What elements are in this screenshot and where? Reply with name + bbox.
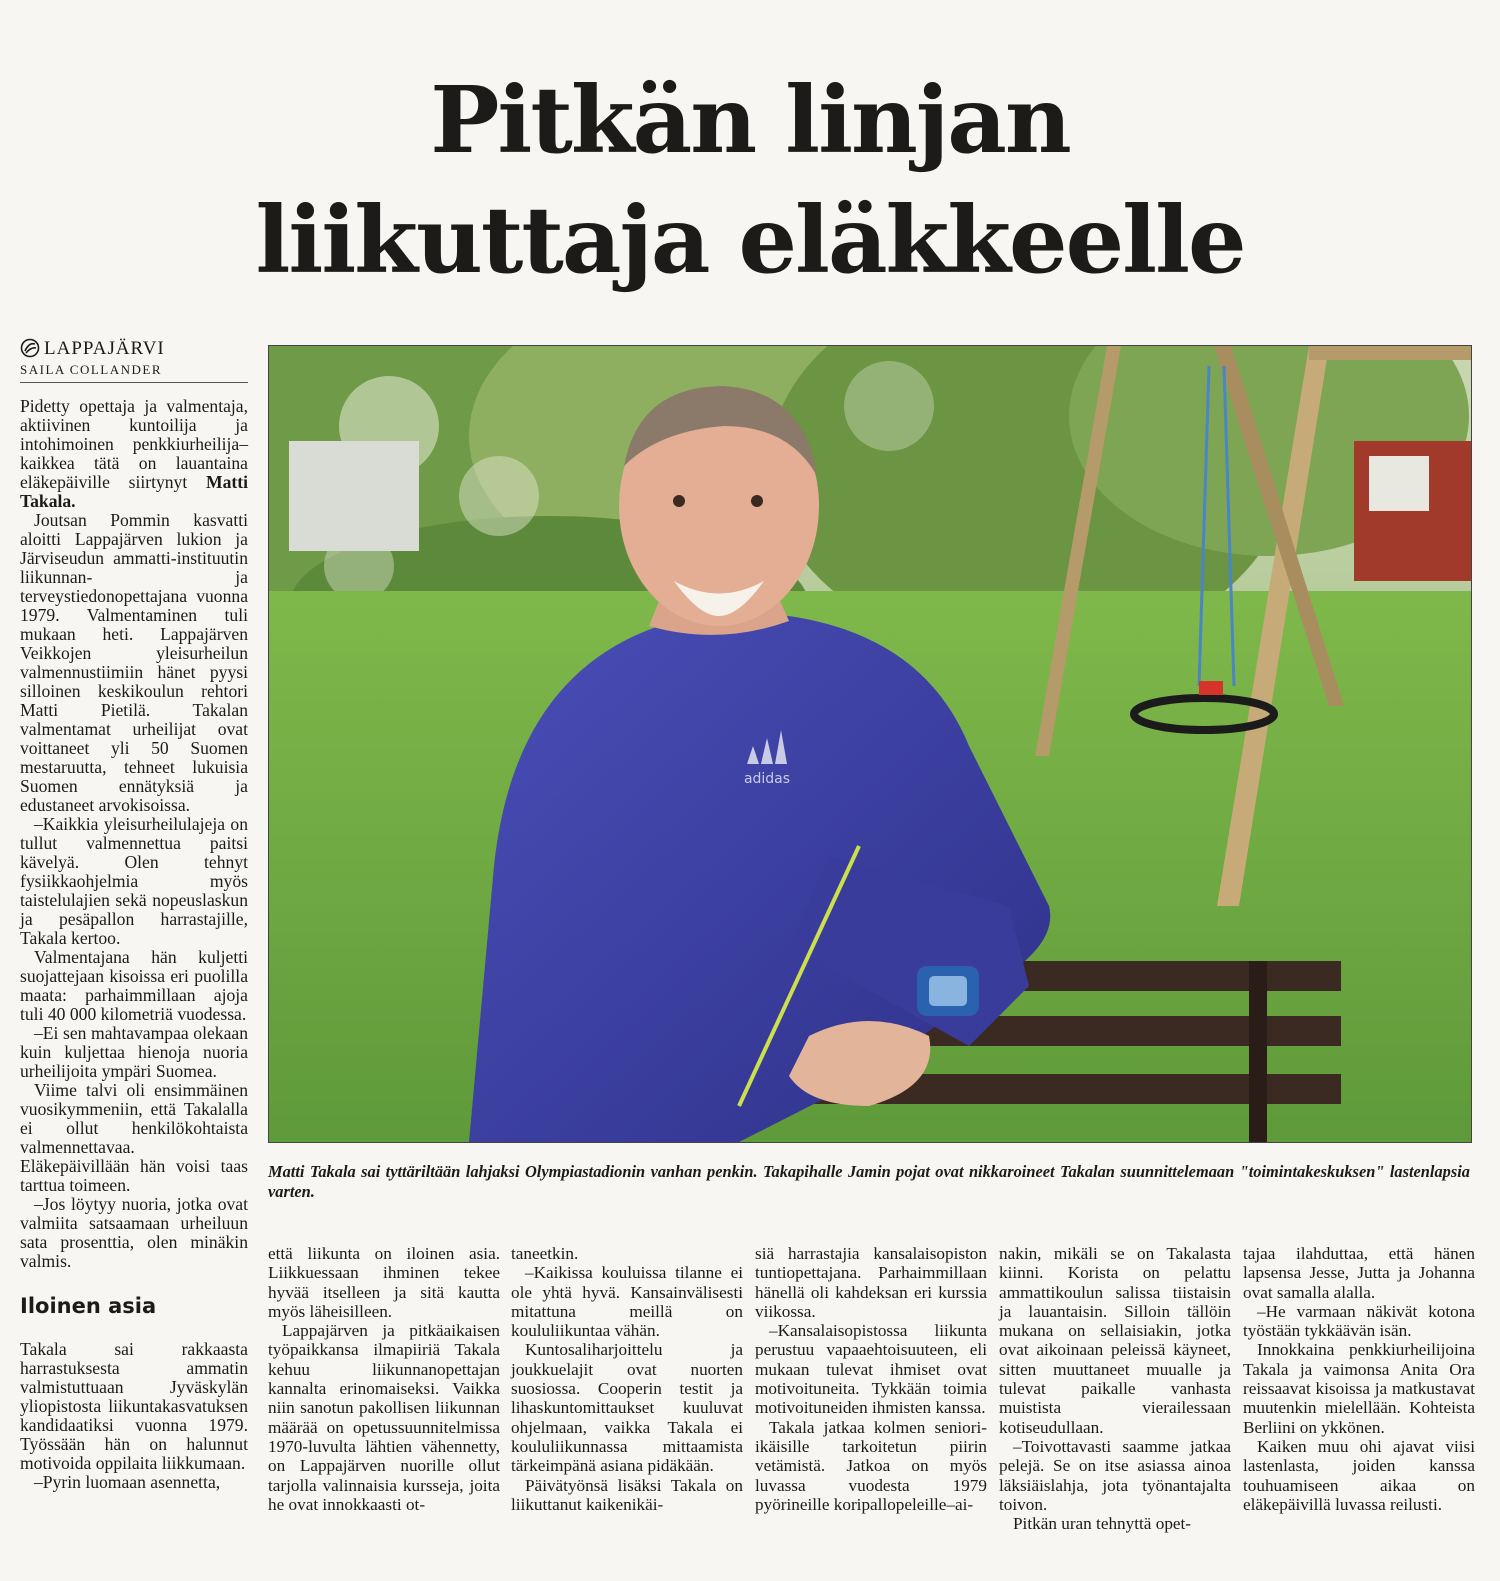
column-paragraph: Takala jatkaa kolmen seniori-ikäisille tarkoitetun piirin vetämistä. Jatkoa on myös luvassa vuodesta 1979 pyörineille koripallopeleille–ai- (755, 1417, 987, 1514)
column-paragraph: –Kansalaisopistossa liikunta perustuu vapaaehtoisuuteen, eli mukaan tulevat ihmiset ovat motivoituneita. Tykkään toimia motivoituneiden ihmisten kanssa. (755, 1321, 987, 1418)
subheading: Iloinen asia (20, 1294, 157, 1318)
shirt-logo-text: adidas (743, 771, 791, 787)
text-column-5 (1243, 1244, 1475, 1514)
text-column-4 (999, 1244, 1231, 1533)
column-paragraph: Lappajärven ja pitkäaikaisen työpaikkansa ilmapiiriä Takala kehuu liikunnanopettajan kannalta erinomaiseksi. Vaikka niin sanotun pakollisen liikunnan määrää on opetussuunnitelmissa 1970-luvulta lähtien vähennetty, on Lappajärven nuorille ollut tarjolla valinnaisia kursseja, joita he ovat innokkaasti ot- (268, 1321, 500, 1514)
text-column-2 (511, 1244, 743, 1514)
left-paragraph: –Pyrin luomaan asennetta, (34, 1472, 221, 1492)
byline (20, 338, 248, 383)
column-paragraph: Kuntosaliharjoittelu ja joukkuelajit ovat nuorten suosiossa. Cooperin testit ja lihaskuntomittaukset kuuluvat ohjelmaan, vaikka Takala ei koululiikunnassa mittaamista tärkeimpänä asiana pidäkään. (511, 1340, 743, 1476)
text-column-3 (755, 1244, 987, 1514)
headline (150, 60, 1350, 300)
photo-illustration (269, 346, 1471, 1142)
article-photo (268, 345, 1472, 1143)
lead-name: Matti Takala. (20, 472, 248, 511)
column-paragraph: nakin, mikäli se on Takalasta kiinni. Korista on pelattu ammattikoulun salissa tiistaisin ja lauantaisin. Silloin tällöin mukana on sellaisiakin, jotka ovat aikoinaan peleissä käyneet, sitten muuttaneet muualle ja tulevat paikalle vanhasta muistista vierailessaan kotiseudullaan. (999, 1244, 1231, 1437)
column-paragraph: että liikunta on iloinen asia. Liikkuessaan ihminen tekee hyvää itselleen ja sitä kautta myös läheisilleen. (268, 1244, 500, 1321)
column-paragraph: taneetkin. (511, 1244, 579, 1263)
left-paragraph: –Kaikkia yleisurheilulajeja on tullut valmennettua paitsi kävelyä. Olen tehnyt fysiikkaohjelmia myös taistelulajien sekä nopeuslaskun ja pesäpallon harrastajille, Takala kertoo. (20, 814, 248, 948)
house-left (289, 441, 419, 551)
left-column (20, 338, 248, 1492)
byline-author: SAILA COLLANDER (20, 362, 163, 377)
column-paragraph: –Toivottavasti saamme jatkaa pelejä. Se on itse asiassa ainoa läksiäislahja, jota työnantajalta toivon. (999, 1436, 1231, 1514)
photo-caption: Matti Takala sai tyttäriltään lahjaksi Olympiastadionin vanhan penkin. Takapihalle Jamin pojat ovat nikkaroineet Takalan suunnittelemaan "toimintakeskuksen" lastenlapsia varten. (268, 1162, 1470, 1201)
column-paragraph: –He varmaan näkivät kotona työstään tykkäävän isän. (1243, 1301, 1475, 1341)
newspaper-logo-icon (20, 338, 40, 358)
left-paragraph: –Ei sen mahtavampaa olekaan kuin kuljettaa hienoja nuoria urheilijoita ympäri Suomea. (20, 1023, 248, 1081)
headline-line-2: liikuttaja eläkkeelle (255, 186, 1245, 294)
byline-place-text: LAPPAJÄRVI (44, 337, 165, 359)
byline-place (20, 338, 248, 358)
column-paragraph: siä harrastajia kansalaisopiston tuntiopettajana. Parhaimmillaan hänellä oli kahdeksan eri kurssia viikossa. (755, 1244, 987, 1321)
column-paragraph: Päivätyönsä lisäksi Takala on liikuttanut kaikenikäi- (511, 1475, 743, 1514)
left-paragraph: –Jos löytyy nuoria, jotka ovat valmiita satsaamaan urheiluun sata prosenttia, olen minäkin valmis. (20, 1194, 248, 1271)
column-paragraph: Kaiken muu ohi ajavat viisi lastenlasta, joiden kanssa touhuamiseen aikaa on eläkepäivillä luvassa reilusti. (1243, 1436, 1475, 1514)
left-paragraph: Joutsan Pommin kasvatti aloitti Lappajärven lukion ja Järviseudun ammatti-instituutin liikunnan- ja terveystiedonopettajana vuonna 1979. Valmentaminen tuli mukaan heti. Lappajärven Veikkojen yleisurheilun valmennustiimiin hänet pyysi silloinen keskikoulun rehtori Matti Pietilä. Takalan valmentamat urheilijat ovat voittaneet yli 50 Suomen mestaruutta, tehneet lukuisia Suomen ennätyksiä ja edustaneet arvokisoissa. (20, 510, 248, 815)
column-paragraph: tajaa ilahduttaa, että hänen lapsensa Jesse, Jutta ja Johanna ovat samalla alalla. (1243, 1244, 1475, 1302)
headline-line-1: Pitkän linjan (430, 66, 1070, 174)
column-paragraph: Pitkän uran tehnyttä opet- (1013, 1514, 1192, 1534)
left-paragraph: Viime talvi oli ensimmäinen vuosikymmeniin, että Takalalla ei ollut henkilökohtaista valmennettavaa. Eläkepäivillään hän voisi taas tarttua toimeen. (20, 1080, 248, 1195)
column-paragraph: –Kaikissa kouluissa tilanne ei ole yhtä hyvä. Kansainvälisesti mitattuna meillä on koululiikuntaa vähän. (511, 1263, 743, 1341)
lead-paragraph (20, 397, 248, 511)
text-column-1 (268, 1244, 500, 1514)
left-paragraph: Takala sai rakkaasta harrastuksesta ammatin valmistuttuaan Jyväskylän yliopistosta liikuntakasvatuksen kandidaatiksi vuonna 1979. Työssään hän on halunnut motivoida oppilaita liikkumaan. (20, 1339, 248, 1473)
left-paragraph: Valmentajana hän kuljetti suojattejaan kisoissa eri puolilla maata: parhaimmillaan ajoja tuli 40 000 kilometriä vuodessa. (20, 947, 248, 1024)
lead-text: Pidetty opettaja ja valmentaja, aktiivinen kuntoilija ja intohimoinen penkkiurheilija–kaikkea tätä on lauantaina eläkepäiville siirtynyt (20, 396, 248, 492)
column-paragraph: Innokkaina penkkiurheilijoina Takala ja vaimonsa Anita Ora reissaavat kisoissa ja matkustavat muutenkin mielellään. Kohteista Berliini on ykkönen. (1243, 1340, 1475, 1437)
